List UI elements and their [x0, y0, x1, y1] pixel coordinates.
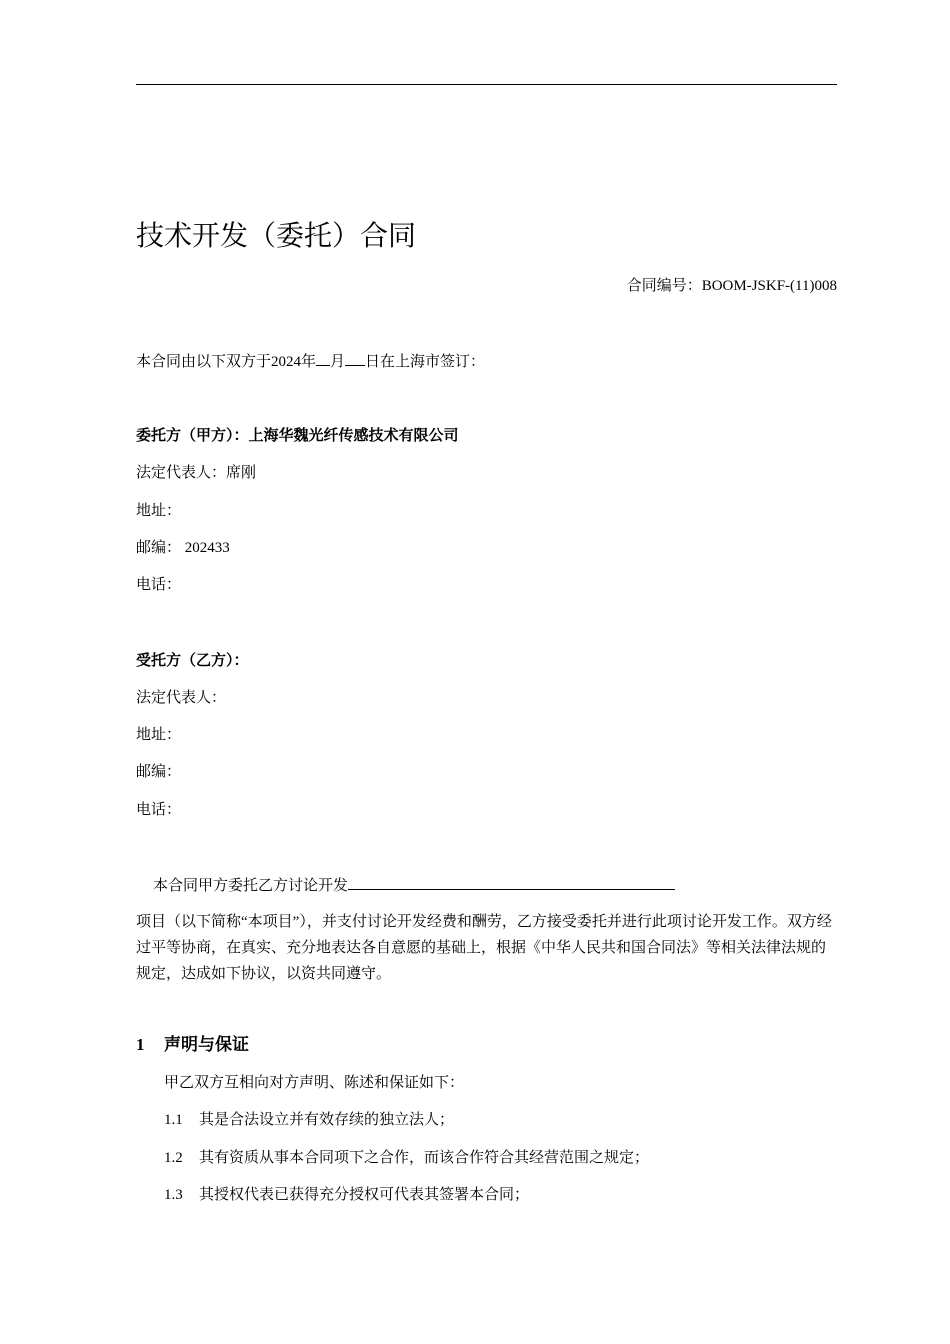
- document-title: 技术开发（委托）合同: [136, 219, 417, 252]
- list-item: [164, 1148, 649, 1168]
- intro-line: [136, 351, 485, 372]
- intro-prefix: 本合同由以下双方于2024年: [136, 354, 317, 370]
- section-1-title: 声明与保证: [164, 1035, 249, 1055]
- section-1-lead: 甲乙双方互相向对方声明、陈述和保证如下：: [164, 1075, 465, 1091]
- party-a-phone: 电话：: [136, 577, 182, 593]
- party-b-rep: 法定代表人：: [136, 690, 227, 706]
- intro-suffix: 日在上海市签订：: [365, 354, 486, 370]
- party-a-postcode: 邮编： 202433: [136, 540, 230, 556]
- item-number: 1.1: [164, 1112, 183, 1128]
- day-blank: [345, 351, 365, 366]
- section-1-heading: [136, 1033, 249, 1057]
- item-text: 其授权代表已获得充分授权可代表其签署本合同；: [199, 1187, 530, 1203]
- item-text: 其是合法设立并有效存续的独立法人；: [199, 1112, 455, 1128]
- party-a-heading: 委托方（甲方）：上海华魏光纤传感技术有限公司: [136, 428, 459, 444]
- party-a-address: 地址：: [136, 503, 182, 519]
- item-number: 1.3: [164, 1187, 183, 1203]
- commission-line: [153, 875, 675, 896]
- item-number: 1.2: [164, 1150, 183, 1166]
- section-1-number: 1: [136, 1035, 145, 1054]
- item-text: 其有资质从事本合同项下之合作，而该合作符合其经营范围之规定；: [199, 1150, 650, 1166]
- party-b-postcode: 邮编：: [136, 764, 182, 780]
- party-b-address: 地址：: [136, 727, 182, 743]
- commission-text: 本合同甲方委托乙方讨论开发: [153, 878, 349, 894]
- list-item: [164, 1110, 454, 1130]
- commission-paragraph: 项目（以下简称“本项目”），并支付讨论开发经费和酬劳，乙方接受委托并进行此项讨论开发工作。双方经过平等协商，在真实、充分地表达各自意愿的基础上，根据《中华人民共和国合同法》等相关法律法规的规定，达成如下协议，以资共同遵守。: [136, 914, 832, 982]
- header-rule: [136, 84, 837, 85]
- party-b-phone: 电话：: [136, 802, 182, 818]
- contract-number: 合同编号：BOOM-JSKF-(11)008: [626, 278, 837, 294]
- month-blank: [316, 351, 330, 366]
- list-item: [164, 1185, 529, 1205]
- intro-month: 月: [330, 354, 346, 370]
- project-name-blank: [348, 875, 675, 890]
- party-a-rep: 法定代表人：席刚: [136, 465, 257, 481]
- party-b-heading: 受托方（乙方）：: [136, 653, 249, 669]
